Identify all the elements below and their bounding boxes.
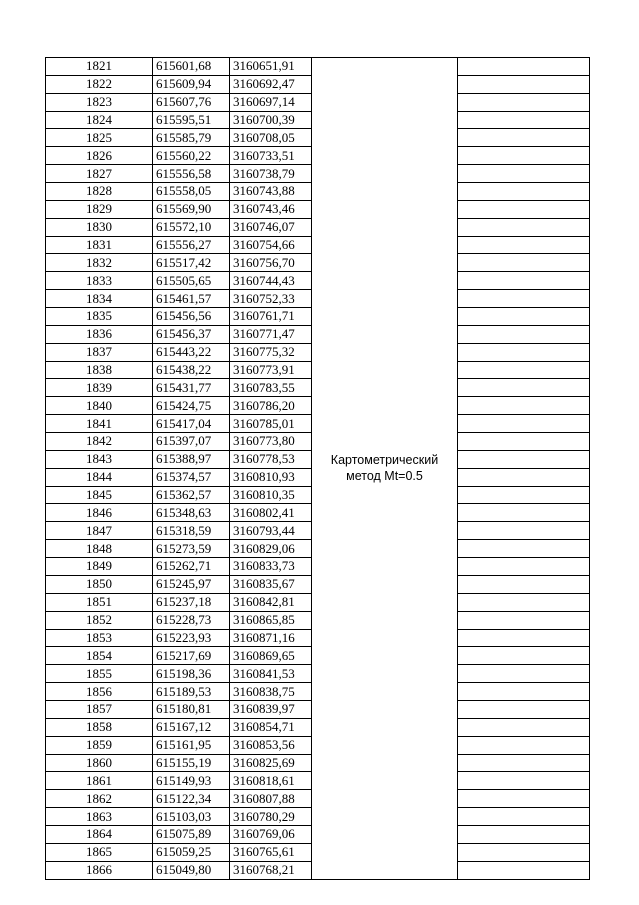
x-coordinate-cell: 615049,80 — [153, 861, 230, 879]
point-number-cell: 1857 — [46, 700, 153, 718]
y-coordinate-cell: 3160773,80 — [230, 433, 312, 451]
y-coordinate-cell: 3160825,69 — [230, 754, 312, 772]
point-number-cell: 1836 — [46, 325, 153, 343]
empty-description-cell — [458, 397, 590, 415]
y-coordinate-cell: 3160697,14 — [230, 93, 312, 111]
point-number-cell: 1842 — [46, 433, 153, 451]
y-coordinate-cell: 3160743,88 — [230, 183, 312, 201]
y-coordinate-cell: 3160708,05 — [230, 129, 312, 147]
point-number-cell: 1853 — [46, 629, 153, 647]
point-number-cell: 1848 — [46, 540, 153, 558]
point-number-cell: 1845 — [46, 486, 153, 504]
empty-description-cell — [458, 343, 590, 361]
x-coordinate-cell: 615149,93 — [153, 772, 230, 790]
point-number-cell: 1823 — [46, 93, 153, 111]
empty-description-cell — [458, 861, 590, 879]
x-coordinate-cell: 615362,57 — [153, 486, 230, 504]
x-coordinate-cell: 615103,03 — [153, 808, 230, 826]
y-coordinate-cell: 3160743,46 — [230, 200, 312, 218]
empty-description-cell — [458, 236, 590, 254]
empty-description-cell — [458, 700, 590, 718]
empty-description-cell — [458, 593, 590, 611]
y-coordinate-cell: 3160744,43 — [230, 272, 312, 290]
point-number-cell: 1841 — [46, 415, 153, 433]
point-number-cell: 1837 — [46, 343, 153, 361]
x-coordinate-cell: 615505,65 — [153, 272, 230, 290]
x-coordinate-cell: 615443,22 — [153, 343, 230, 361]
point-number-cell: 1821 — [46, 58, 153, 76]
empty-description-cell — [458, 450, 590, 468]
empty-description-cell — [458, 558, 590, 576]
empty-description-cell — [458, 111, 590, 129]
empty-description-cell — [458, 736, 590, 754]
x-coordinate-cell: 615517,42 — [153, 254, 230, 272]
x-coordinate-cell: 615161,95 — [153, 736, 230, 754]
x-coordinate-cell: 615424,75 — [153, 397, 230, 415]
y-coordinate-cell: 3160786,20 — [230, 397, 312, 415]
x-coordinate-cell: 615245,97 — [153, 575, 230, 593]
y-coordinate-cell: 3160869,65 — [230, 647, 312, 665]
point-number-cell: 1828 — [46, 183, 153, 201]
point-number-cell: 1830 — [46, 218, 153, 236]
method-cell — [312, 58, 458, 880]
empty-description-cell — [458, 486, 590, 504]
point-number-cell: 1863 — [46, 808, 153, 826]
x-coordinate-cell: 615558,05 — [153, 183, 230, 201]
empty-description-cell — [458, 254, 590, 272]
point-number-cell: 1861 — [46, 772, 153, 790]
x-coordinate-cell: 615388,97 — [153, 450, 230, 468]
point-number-cell: 1850 — [46, 575, 153, 593]
y-coordinate-cell: 3160854,71 — [230, 718, 312, 736]
empty-description-cell — [458, 218, 590, 236]
point-number-cell: 1833 — [46, 272, 153, 290]
empty-description-cell — [458, 183, 590, 201]
x-coordinate-cell: 615217,69 — [153, 647, 230, 665]
empty-description-cell — [458, 165, 590, 183]
x-coordinate-cell: 615585,79 — [153, 129, 230, 147]
x-coordinate-cell: 615155,19 — [153, 754, 230, 772]
point-number-cell: 1826 — [46, 147, 153, 165]
x-coordinate-cell: 615273,59 — [153, 540, 230, 558]
empty-description-cell — [458, 433, 590, 451]
y-coordinate-cell: 3160810,93 — [230, 468, 312, 486]
empty-description-cell — [458, 647, 590, 665]
x-coordinate-cell: 615607,76 — [153, 93, 230, 111]
point-number-cell: 1851 — [46, 593, 153, 611]
empty-description-cell — [458, 683, 590, 701]
x-coordinate-cell: 615228,73 — [153, 611, 230, 629]
point-number-cell: 1835 — [46, 308, 153, 326]
empty-description-cell — [458, 361, 590, 379]
y-coordinate-cell: 3160756,70 — [230, 254, 312, 272]
x-coordinate-cell: 615059,25 — [153, 843, 230, 861]
y-coordinate-cell: 3160771,47 — [230, 325, 312, 343]
y-coordinate-cell: 3160829,06 — [230, 540, 312, 558]
method-accuracy-text: метод Mt=0.5 — [346, 469, 423, 484]
y-coordinate-cell: 3160773,91 — [230, 361, 312, 379]
x-coordinate-cell: 615556,58 — [153, 165, 230, 183]
x-coordinate-cell: 615180,81 — [153, 700, 230, 718]
empty-description-cell — [458, 272, 590, 290]
coordinates-table-body — [46, 58, 590, 880]
point-number-cell: 1859 — [46, 736, 153, 754]
point-number-cell: 1843 — [46, 450, 153, 468]
x-coordinate-cell: 615122,34 — [153, 790, 230, 808]
x-coordinate-cell: 615560,22 — [153, 147, 230, 165]
y-coordinate-cell: 3160761,71 — [230, 308, 312, 326]
y-coordinate-cell: 3160865,85 — [230, 611, 312, 629]
x-coordinate-cell: 615237,18 — [153, 593, 230, 611]
y-coordinate-cell: 3160769,06 — [230, 825, 312, 843]
y-coordinate-cell: 3160807,88 — [230, 790, 312, 808]
empty-description-cell — [458, 129, 590, 147]
x-coordinate-cell: 615438,22 — [153, 361, 230, 379]
point-number-cell: 1860 — [46, 754, 153, 772]
empty-description-cell — [458, 290, 590, 308]
point-number-cell: 1864 — [46, 825, 153, 843]
point-number-cell: 1832 — [46, 254, 153, 272]
empty-description-cell — [458, 825, 590, 843]
point-number-cell: 1852 — [46, 611, 153, 629]
empty-description-cell — [458, 147, 590, 165]
y-coordinate-cell: 3160692,47 — [230, 75, 312, 93]
y-coordinate-cell: 3160733,51 — [230, 147, 312, 165]
y-coordinate-cell: 3160802,41 — [230, 504, 312, 522]
empty-description-cell — [458, 772, 590, 790]
point-number-cell: 1856 — [46, 683, 153, 701]
y-coordinate-cell: 3160838,75 — [230, 683, 312, 701]
x-coordinate-cell: 615189,53 — [153, 683, 230, 701]
empty-description-cell — [458, 665, 590, 683]
empty-description-cell — [458, 504, 590, 522]
y-coordinate-cell: 3160871,16 — [230, 629, 312, 647]
empty-description-cell — [458, 808, 590, 826]
point-number-cell: 1829 — [46, 200, 153, 218]
x-coordinate-cell: 615456,56 — [153, 308, 230, 326]
y-coordinate-cell: 3160754,66 — [230, 236, 312, 254]
x-coordinate-cell: 615348,63 — [153, 504, 230, 522]
empty-description-cell — [458, 718, 590, 736]
x-coordinate-cell: 615609,94 — [153, 75, 230, 93]
x-coordinate-cell: 615374,57 — [153, 468, 230, 486]
empty-description-cell — [458, 200, 590, 218]
y-coordinate-cell: 3160651,91 — [230, 58, 312, 76]
x-coordinate-cell: 615075,89 — [153, 825, 230, 843]
y-coordinate-cell: 3160746,07 — [230, 218, 312, 236]
y-coordinate-cell: 3160833,73 — [230, 558, 312, 576]
coordinates-table — [45, 57, 590, 880]
point-number-cell: 1847 — [46, 522, 153, 540]
y-coordinate-cell: 3160768,21 — [230, 861, 312, 879]
x-coordinate-cell: 615556,27 — [153, 236, 230, 254]
y-coordinate-cell: 3160835,67 — [230, 575, 312, 593]
empty-description-cell — [458, 308, 590, 326]
empty-description-cell — [458, 611, 590, 629]
table-row — [46, 58, 590, 76]
x-coordinate-cell: 615417,04 — [153, 415, 230, 433]
point-number-cell: 1862 — [46, 790, 153, 808]
y-coordinate-cell: 3160818,61 — [230, 772, 312, 790]
empty-description-cell — [458, 575, 590, 593]
y-coordinate-cell: 3160785,01 — [230, 415, 312, 433]
y-coordinate-cell: 3160842,81 — [230, 593, 312, 611]
x-coordinate-cell: 615198,36 — [153, 665, 230, 683]
y-coordinate-cell: 3160853,56 — [230, 736, 312, 754]
y-coordinate-cell: 3160783,55 — [230, 379, 312, 397]
point-number-cell: 1846 — [46, 504, 153, 522]
y-coordinate-cell: 3160765,61 — [230, 843, 312, 861]
y-coordinate-cell: 3160700,39 — [230, 111, 312, 129]
empty-description-cell — [458, 843, 590, 861]
empty-description-cell — [458, 790, 590, 808]
empty-description-cell — [458, 379, 590, 397]
point-number-cell: 1822 — [46, 75, 153, 93]
x-coordinate-cell: 615601,68 — [153, 58, 230, 76]
point-number-cell: 1840 — [46, 397, 153, 415]
point-number-cell: 1825 — [46, 129, 153, 147]
point-number-cell: 1838 — [46, 361, 153, 379]
y-coordinate-cell: 3160841,53 — [230, 665, 312, 683]
point-number-cell: 1831 — [46, 236, 153, 254]
point-number-cell: 1858 — [46, 718, 153, 736]
empty-description-cell — [458, 58, 590, 76]
empty-description-cell — [458, 522, 590, 540]
empty-description-cell — [458, 325, 590, 343]
empty-description-cell — [458, 415, 590, 433]
x-coordinate-cell: 615461,57 — [153, 290, 230, 308]
x-coordinate-cell: 615431,77 — [153, 379, 230, 397]
empty-description-cell — [458, 540, 590, 558]
x-coordinate-cell: 615167,12 — [153, 718, 230, 736]
point-number-cell: 1849 — [46, 558, 153, 576]
x-coordinate-cell: 615397,07 — [153, 433, 230, 451]
empty-description-cell — [458, 629, 590, 647]
y-coordinate-cell: 3160752,33 — [230, 290, 312, 308]
point-number-cell: 1865 — [46, 843, 153, 861]
empty-description-cell — [458, 93, 590, 111]
point-number-cell: 1827 — [46, 165, 153, 183]
x-coordinate-cell: 615223,93 — [153, 629, 230, 647]
empty-description-cell — [458, 754, 590, 772]
point-number-cell: 1866 — [46, 861, 153, 879]
y-coordinate-cell: 3160738,79 — [230, 165, 312, 183]
x-coordinate-cell: 615572,10 — [153, 218, 230, 236]
point-number-cell: 1824 — [46, 111, 153, 129]
method-name-text: Картометрический — [330, 453, 439, 468]
x-coordinate-cell: 615456,37 — [153, 325, 230, 343]
x-coordinate-cell: 615262,71 — [153, 558, 230, 576]
x-coordinate-cell: 615318,59 — [153, 522, 230, 540]
empty-description-cell — [458, 75, 590, 93]
point-number-cell: 1855 — [46, 665, 153, 683]
empty-description-cell — [458, 468, 590, 486]
point-number-cell: 1854 — [46, 647, 153, 665]
y-coordinate-cell: 3160775,32 — [230, 343, 312, 361]
y-coordinate-cell: 3160793,44 — [230, 522, 312, 540]
point-number-cell: 1839 — [46, 379, 153, 397]
y-coordinate-cell: 3160810,35 — [230, 486, 312, 504]
y-coordinate-cell: 3160780,29 — [230, 808, 312, 826]
point-number-cell: 1834 — [46, 290, 153, 308]
x-coordinate-cell: 615595,51 — [153, 111, 230, 129]
x-coordinate-cell: 615569,90 — [153, 200, 230, 218]
y-coordinate-cell: 3160778,53 — [230, 450, 312, 468]
y-coordinate-cell: 3160839,97 — [230, 700, 312, 718]
point-number-cell: 1844 — [46, 468, 153, 486]
